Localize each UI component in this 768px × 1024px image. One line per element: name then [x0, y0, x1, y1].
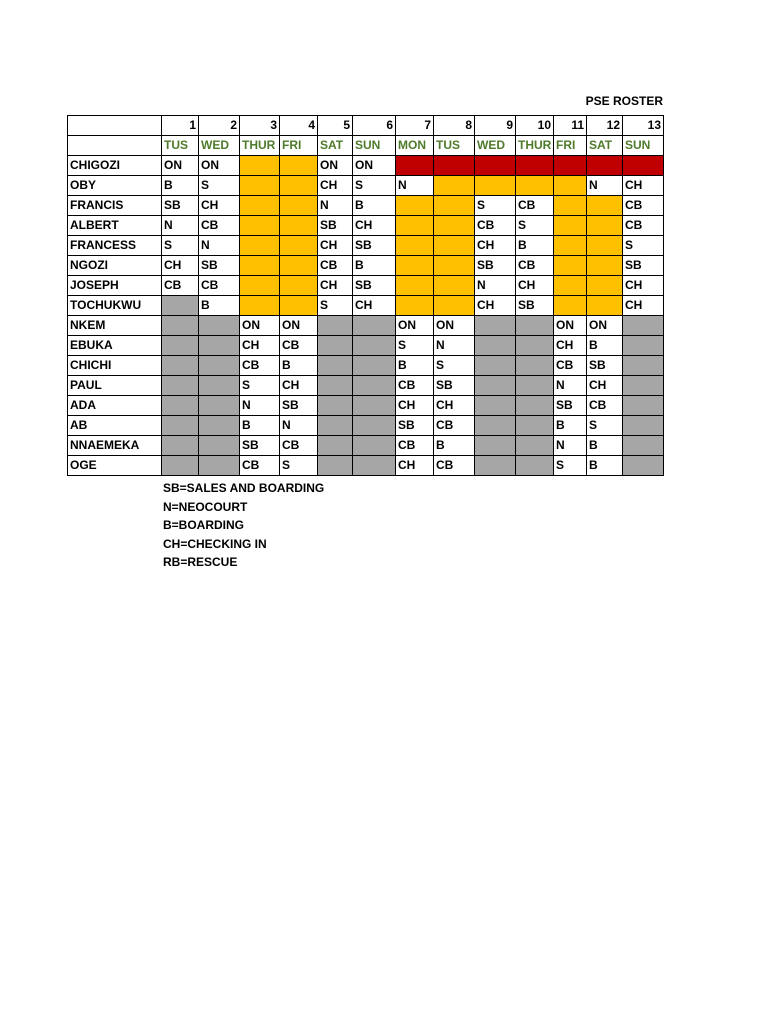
shift-cell: [587, 256, 623, 276]
shift-cell: [162, 436, 199, 456]
shift-cell: S: [554, 456, 587, 476]
shift-cell: [554, 196, 587, 216]
shift-cell: CB: [162, 276, 199, 296]
day-name-cell: SAT: [587, 136, 623, 156]
staff-name-cell: ALBERT: [68, 216, 162, 236]
shift-cell: ON: [280, 316, 318, 336]
shift-cell: CH: [623, 276, 664, 296]
day-name-cell: MON: [396, 136, 434, 156]
shift-cell: [199, 316, 240, 336]
shift-cell: CH: [199, 196, 240, 216]
shift-cell: [162, 356, 199, 376]
shift-cell: [587, 236, 623, 256]
shift-cell: SB: [240, 436, 280, 456]
shift-cell: ON: [240, 316, 280, 336]
shift-cell: S: [353, 176, 396, 196]
staff-name-cell: OGE: [68, 456, 162, 476]
staff-name-cell: FRANCIS: [68, 196, 162, 216]
shift-cell: [516, 316, 554, 336]
shift-cell: [199, 456, 240, 476]
shift-cell: [280, 176, 318, 196]
shift-cell: [554, 156, 587, 176]
day-name-cell: THUR: [516, 136, 554, 156]
roster-table: [67, 115, 664, 476]
shift-cell: [318, 316, 353, 336]
shift-cell: [162, 396, 199, 416]
shift-cell: [434, 276, 475, 296]
shift-cell: S: [318, 296, 353, 316]
shift-cell: CH: [318, 176, 353, 196]
shift-cell: [623, 396, 664, 416]
shift-cell: [396, 296, 434, 316]
staff-name-cell: NKEM: [68, 316, 162, 336]
shift-cell: CB: [240, 356, 280, 376]
day-name-cell: TUS: [162, 136, 199, 156]
shift-cell: [280, 156, 318, 176]
staff-row: [68, 396, 664, 416]
staff-name-cell: FRANCESS: [68, 236, 162, 256]
shift-cell: [199, 416, 240, 436]
shift-cell: [280, 216, 318, 236]
shift-cell: [396, 256, 434, 276]
shift-cell: [623, 436, 664, 456]
shift-cell: N: [240, 396, 280, 416]
shift-cell: B: [396, 356, 434, 376]
day-number-cell: 1: [162, 116, 199, 136]
day-name-cell: TUS: [434, 136, 475, 156]
day-number-cell: 12: [587, 116, 623, 136]
day-number-cell: 5: [318, 116, 353, 136]
shift-cell: [353, 316, 396, 336]
shift-cell: ON: [587, 316, 623, 336]
shift-cell: ON: [353, 156, 396, 176]
shift-cell: [240, 236, 280, 256]
shift-cell: CB: [516, 196, 554, 216]
shift-cell: S: [162, 236, 199, 256]
shift-cell: SB: [162, 196, 199, 216]
day-name-row: [68, 136, 664, 156]
shift-cell: CB: [434, 456, 475, 476]
shift-cell: CB: [516, 256, 554, 276]
legend-item: CH=CHECKING IN: [163, 536, 267, 551]
staff-row: [68, 196, 664, 216]
shift-cell: [162, 296, 199, 316]
shift-cell: CH: [353, 296, 396, 316]
day-number-cell: 11: [554, 116, 587, 136]
shift-cell: [587, 276, 623, 296]
shift-cell: [554, 216, 587, 236]
shift-cell: [353, 336, 396, 356]
shift-cell: [623, 356, 664, 376]
shift-cell: [199, 356, 240, 376]
shift-cell: S: [199, 176, 240, 196]
day-name-cell: SUN: [623, 136, 664, 156]
shift-cell: [516, 416, 554, 436]
shift-cell: SB: [623, 256, 664, 276]
day-name-cell: FRI: [554, 136, 587, 156]
shift-cell: [554, 296, 587, 316]
shift-cell: CB: [475, 216, 516, 236]
shift-cell: [240, 216, 280, 236]
staff-name-cell: OBY: [68, 176, 162, 196]
shift-cell: CB: [623, 196, 664, 216]
shift-cell: [623, 156, 664, 176]
staff-row: [68, 176, 664, 196]
shift-cell: [318, 416, 353, 436]
shift-cell: SB: [434, 376, 475, 396]
shift-cell: [353, 456, 396, 476]
shift-cell: [434, 236, 475, 256]
shift-cell: N: [587, 176, 623, 196]
shift-cell: CH: [587, 376, 623, 396]
shift-cell: [318, 376, 353, 396]
shift-cell: [199, 436, 240, 456]
shift-cell: [240, 196, 280, 216]
day-name-cell: SUN: [353, 136, 396, 156]
shift-cell: [240, 156, 280, 176]
shift-cell: B: [587, 336, 623, 356]
shift-cell: [280, 276, 318, 296]
staff-row: [68, 276, 664, 296]
shift-cell: [554, 176, 587, 196]
staff-name-cell: ADA: [68, 396, 162, 416]
shift-cell: [396, 236, 434, 256]
shift-cell: [587, 156, 623, 176]
legend: [163, 479, 324, 572]
shift-cell: [434, 156, 475, 176]
shift-cell: N: [318, 196, 353, 216]
legend-item: B=BOARDING: [163, 518, 245, 533]
shift-cell: CH: [318, 276, 353, 296]
shift-cell: [623, 336, 664, 356]
shift-cell: [475, 156, 516, 176]
shift-cell: [199, 396, 240, 416]
shift-cell: [475, 456, 516, 476]
shift-cell: SB: [353, 276, 396, 296]
shift-cell: CB: [280, 336, 318, 356]
shift-cell: CH: [434, 396, 475, 416]
shift-cell: [475, 436, 516, 456]
staff-row: [68, 336, 664, 356]
header-corner-cell: [68, 116, 162, 136]
shift-cell: [623, 376, 664, 396]
day-number-cell: 9: [475, 116, 516, 136]
shift-cell: [280, 236, 318, 256]
staff-name-cell: JOSEPH: [68, 276, 162, 296]
shift-cell: CH: [396, 396, 434, 416]
shift-cell: [353, 356, 396, 376]
day-number-cell: 13: [623, 116, 664, 136]
shift-cell: [623, 316, 664, 336]
shift-cell: B: [587, 436, 623, 456]
shift-cell: CH: [318, 236, 353, 256]
shift-cell: N: [280, 416, 318, 436]
day-name-cell: WED: [199, 136, 240, 156]
shift-cell: CB: [240, 456, 280, 476]
staff-row: [68, 296, 664, 316]
shift-cell: N: [396, 176, 434, 196]
shift-cell: SB: [353, 236, 396, 256]
shift-cell: B: [353, 256, 396, 276]
shift-cell: [162, 456, 199, 476]
shift-cell: CH: [353, 216, 396, 236]
shift-cell: [434, 216, 475, 236]
shift-cell: [516, 396, 554, 416]
shift-cell: ON: [434, 316, 475, 336]
shift-cell: [516, 436, 554, 456]
shift-cell: CB: [280, 436, 318, 456]
shift-cell: [240, 176, 280, 196]
shift-cell: ON: [396, 316, 434, 336]
shift-cell: [434, 296, 475, 316]
shift-cell: [162, 316, 199, 336]
shift-cell: [280, 296, 318, 316]
shift-cell: CH: [475, 296, 516, 316]
shift-cell: SB: [475, 256, 516, 276]
shift-cell: [396, 156, 434, 176]
day-number-cell: 6: [353, 116, 396, 136]
day-name-cell: FRI: [280, 136, 318, 156]
day-number-cell: 4: [280, 116, 318, 136]
shift-cell: B: [353, 196, 396, 216]
header-corner-cell: [68, 136, 162, 156]
shift-cell: [353, 416, 396, 436]
shift-cell: [318, 336, 353, 356]
staff-name-cell: EBUKA: [68, 336, 162, 356]
shift-cell: [396, 216, 434, 236]
staff-row: [68, 316, 664, 336]
day-name-cell: SAT: [318, 136, 353, 156]
day-number-row: [68, 116, 664, 136]
shift-cell: CB: [434, 416, 475, 436]
shift-cell: N: [162, 216, 199, 236]
shift-cell: SB: [587, 356, 623, 376]
day-name-cell: WED: [475, 136, 516, 156]
shift-cell: [280, 256, 318, 276]
day-number-cell: 2: [199, 116, 240, 136]
shift-cell: [353, 436, 396, 456]
shift-cell: B: [199, 296, 240, 316]
shift-cell: S: [587, 416, 623, 436]
shift-cell: [587, 296, 623, 316]
shift-cell: B: [587, 456, 623, 476]
shift-cell: [554, 236, 587, 256]
staff-row: [68, 216, 664, 236]
shift-cell: [475, 416, 516, 436]
shift-cell: [623, 416, 664, 436]
shift-cell: [516, 336, 554, 356]
shift-cell: CH: [516, 276, 554, 296]
shift-cell: N: [434, 336, 475, 356]
shift-cell: SB: [280, 396, 318, 416]
shift-cell: SB: [318, 216, 353, 236]
shift-cell: [162, 416, 199, 436]
shift-cell: CH: [240, 336, 280, 356]
shift-cell: S: [516, 216, 554, 236]
shift-cell: CH: [475, 236, 516, 256]
legend-item: RB=RESCUE: [163, 555, 238, 570]
legend-item: SB=SALES AND BOARDING: [163, 481, 325, 495]
shift-cell: [516, 356, 554, 376]
shift-cell: [516, 376, 554, 396]
day-number-cell: 7: [396, 116, 434, 136]
shift-cell: [240, 276, 280, 296]
shift-cell: B: [240, 416, 280, 436]
shift-cell: ON: [318, 156, 353, 176]
shift-cell: SB: [554, 396, 587, 416]
shift-cell: [240, 256, 280, 276]
shift-cell: [162, 336, 199, 356]
shift-cell: CH: [623, 296, 664, 316]
shift-cell: B: [280, 356, 318, 376]
shift-cell: [475, 396, 516, 416]
shift-cell: [318, 396, 353, 416]
shift-cell: [318, 456, 353, 476]
shift-cell: [623, 456, 664, 476]
shift-cell: [353, 376, 396, 396]
staff-name-cell: TOCHUKWU: [68, 296, 162, 316]
day-number-cell: 3: [240, 116, 280, 136]
shift-cell: CH: [554, 336, 587, 356]
shift-cell: B: [434, 436, 475, 456]
shift-cell: CH: [623, 176, 664, 196]
shift-cell: N: [554, 436, 587, 456]
staff-name-cell: CHIGOZI: [68, 156, 162, 176]
staff-row: [68, 376, 664, 396]
shift-cell: [162, 376, 199, 396]
shift-cell: N: [199, 236, 240, 256]
staff-row: [68, 156, 664, 176]
shift-cell: [240, 296, 280, 316]
shift-cell: B: [516, 236, 554, 256]
shift-cell: CB: [396, 436, 434, 456]
shift-cell: [318, 356, 353, 376]
shift-cell: S: [280, 456, 318, 476]
shift-cell: S: [240, 376, 280, 396]
shift-cell: CB: [318, 256, 353, 276]
staff-row: [68, 236, 664, 256]
shift-cell: [475, 316, 516, 336]
shift-cell: CB: [396, 376, 434, 396]
staff-row: [68, 356, 664, 376]
day-number-cell: 8: [434, 116, 475, 136]
shift-cell: S: [434, 356, 475, 376]
shift-cell: [353, 396, 396, 416]
shift-cell: [554, 276, 587, 296]
shift-cell: ON: [162, 156, 199, 176]
day-name-cell: THUR: [240, 136, 280, 156]
shift-cell: [396, 276, 434, 296]
staff-name-cell: NNAEMEKA: [68, 436, 162, 456]
staff-row: [68, 416, 664, 436]
shift-cell: SB: [396, 416, 434, 436]
shift-cell: N: [554, 376, 587, 396]
shift-cell: B: [162, 176, 199, 196]
shift-cell: CB: [199, 216, 240, 236]
shift-cell: SB: [516, 296, 554, 316]
day-number-cell: 10: [516, 116, 554, 136]
staff-name-cell: PAUL: [68, 376, 162, 396]
roster-title: PSE ROSTER: [585, 94, 663, 108]
shift-cell: [434, 256, 475, 276]
shift-cell: S: [396, 336, 434, 356]
staff-row: [68, 456, 664, 476]
shift-cell: [280, 196, 318, 216]
shift-cell: S: [475, 196, 516, 216]
shift-cell: [587, 196, 623, 216]
staff-name-cell: NGOZI: [68, 256, 162, 276]
shift-cell: [475, 376, 516, 396]
shift-cell: CH: [162, 256, 199, 276]
shift-cell: [516, 176, 554, 196]
shift-cell: CH: [396, 456, 434, 476]
shift-cell: [554, 256, 587, 276]
shift-cell: CB: [199, 276, 240, 296]
shift-cell: S: [623, 236, 664, 256]
shift-cell: SB: [199, 256, 240, 276]
shift-cell: [199, 336, 240, 356]
shift-cell: ON: [554, 316, 587, 336]
shift-cell: [516, 156, 554, 176]
shift-cell: CB: [554, 356, 587, 376]
staff-name-cell: AB: [68, 416, 162, 436]
shift-cell: [475, 356, 516, 376]
shift-cell: [318, 436, 353, 456]
shift-cell: CH: [280, 376, 318, 396]
shift-cell: CB: [623, 216, 664, 236]
shift-cell: ON: [199, 156, 240, 176]
shift-cell: [199, 376, 240, 396]
shift-cell: [434, 196, 475, 216]
shift-cell: [475, 176, 516, 196]
staff-name-cell: CHICHI: [68, 356, 162, 376]
shift-cell: N: [475, 276, 516, 296]
shift-cell: B: [554, 416, 587, 436]
staff-row: [68, 256, 664, 276]
shift-cell: [396, 196, 434, 216]
shift-cell: [516, 456, 554, 476]
legend-item: N=NEOCOURT: [163, 499, 248, 514]
staff-row: [68, 436, 664, 456]
shift-cell: CB: [587, 396, 623, 416]
shift-cell: [587, 216, 623, 236]
shift-cell: [434, 176, 475, 196]
shift-cell: [475, 336, 516, 356]
